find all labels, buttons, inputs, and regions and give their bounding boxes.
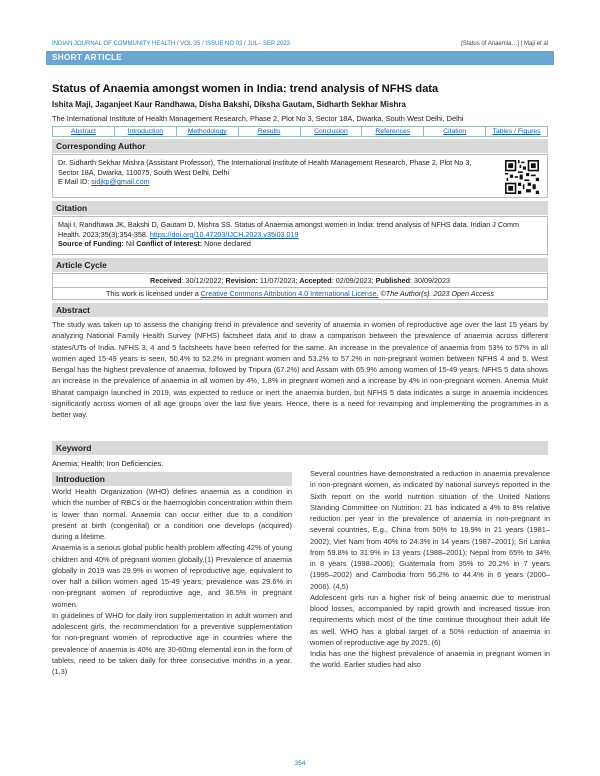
article-type-banner: SHORT ARTICLE: [46, 51, 554, 65]
corresponding-author-address: Dr. Sidharth Sekhar Mishra (Assistant Professor), The International Institute of Health Management Research, Phase 2, Plot No 3, Sector 18A, Dwarka, 110075, South West Delhi, Delhi: [58, 158, 472, 177]
running-head: [52, 41, 548, 50]
abstract-heading: Abstract: [52, 303, 548, 317]
license-prefix: This work is licensed under a: [106, 288, 201, 298]
qr-code-icon: [505, 160, 539, 194]
abstract-text: The study was taken up to assess the changing trend in prevalence and severity of anaemia in women of reproductive age over the last 15 years by analyzing National Family Health Survey (NFHS) factsheet data and to draw a comparison between the prevalence of anaemia across different states/UTs of India. NFHS 3, 4 and 5 factsheets have been referred for the same. An increase in the prevalence of anaemia from 53% to 57% in all women aged 15-49 years is seen, 50.4% to 52.2% in pregnant women and 53.2% to 57.2% in non-pregnant women between NFHS 4 and 5. West Bengal has the highest prevalence of anaemia, followed by Tripura (67.2%) and Assam with 65.9% among women of 15-49 years. NFHS 5 data shows an increase in the prevalence of anaemia in all women by 4%, 1.8% in pregnant women and a increase by 4% in non-pregnant women. Anemia Mukt Bharat campaign launched in 2019, was expected to reduce or inert the anaemia burden, but NFHS 5 data indicates a surge in anaemia incidences significantly across women of all age groups over the last five years. Hence, there is a need for revamping and implementing the programmes in a better way.: [52, 320, 548, 419]
page-number: 354: [294, 760, 306, 767]
received-label: Received: [150, 276, 182, 285]
funding-value: Nil: [123, 239, 137, 248]
article-cycle-heading: Article Cycle: [52, 258, 548, 272]
citation-text: Maji I, Randhawa JK, Bakshi D, Gautam D, Mishra SS. Status of Anaemia amongst women in India: trend analysis of NFHS data. Indian J Comm Health. 2023;35(3):354-358.: [58, 220, 520, 239]
nav-link-introduction[interactable]: Introduction: [115, 127, 177, 136]
received-date: : 30/12/2022;: [181, 276, 226, 285]
doi-link[interactable]: https://doi.org/10.47203/IJCH.2023.v35i03.019: [149, 229, 299, 239]
intro-paragraph: Anaemia is a serious global public health problem affecting 42% of young children and 40% of pregnant women globally.(1) Prevalence of anaemia globally in 2019 was 29.9% in women of reproductive age, equivalent to over half a billion women aged 15-49 years; prevalence was 29.6% in non-pregnant women of reproductive age, and 36.5% in pregnant women.: [52, 543, 292, 609]
affiliation: The International Institute of Health Management Research, Phase 2, Plot No 3, Sector 18A, Dwarka, South West Delhi, Delhi: [52, 114, 464, 123]
nav-link-conclusion[interactable]: Conclusion: [301, 127, 363, 136]
revision-date: 11/07/2023;: [257, 276, 300, 285]
conflict-value: None declared: [202, 239, 251, 248]
nav-link-methodology[interactable]: Methodology: [177, 127, 239, 136]
keyword-heading: Keyword: [52, 441, 548, 455]
intro-paragraph: World Health Organization (WHO) defines anaemia as a condition in which the number of RBCs or the haemoglobin concentration within them is lower than normal. Anaemia can occur either due to a condition present at birth (congenital) or a condition one develops (acquired) during a lifetime.: [52, 487, 292, 541]
published-label: Published: [375, 276, 411, 285]
article-cycle-box: [52, 273, 548, 300]
section-nav: [52, 126, 548, 137]
introduction-left-column: [52, 486, 292, 677]
nav-link-results[interactable]: Results: [239, 127, 301, 136]
license-statement: [53, 287, 547, 300]
article-dates: [53, 275, 547, 287]
intro-paragraph: Several countries have demonstrated a reduction in anaemia prevalence in non-pregnant women, as indicated by national surveys reported in the Sixth report on the world nutrition situation of the United Nations Standing Committee on Nutrition: 21 has indicated a 4% to 8% relative reduction per year in the prevalence of anaemia in non-pregnant in several countries, E.g., China from 50% to 19.9% in 21 years (1981–2002); Viet Nam from 40% to 24.3% in 14 years (1987–2001); Sri Lanka from 59.8% to 31.9% in 13 years (1988–2001); Nepal from 65% to 34% in 8 years (1998–2006); Guatemala from 35% to 20.2% in 7 years (1995–2002) and Cambodia from 56.2% to 44.4% in 6 years (2000–2006). (4,5): [310, 469, 550, 591]
license-link[interactable]: Creative Commons Attribution 4.0 International License.: [200, 288, 379, 298]
author-list: Ishita Maji, Jaganjeet Kaur Randhawa, Disha Bakshi, Diksha Gautam, Sidharth Sekhar Mishra: [52, 100, 406, 109]
intro-paragraph: India has one the highest prevalence of anaemia in pregnant women in the world. Earlier studies had also: [310, 649, 550, 670]
accepted-date: : 02/09/2023;: [331, 276, 376, 285]
published-date: : 30/09/2023: [410, 276, 450, 285]
nav-link-abstract[interactable]: Abstract: [53, 127, 115, 136]
nav-link-references[interactable]: References: [362, 127, 424, 136]
corresponding-author-box: [52, 154, 548, 198]
keyword-text: Anemia; Health; Iron Deficiencies.: [52, 459, 164, 468]
email-label: E Mail ID:: [58, 177, 92, 186]
license-suffix: ©The Author(s). 2023 Open Access: [378, 288, 494, 298]
journal-issue-label: INDIAN JOURNAL OF COMMUNITY HEALTH / VOL 35 / ISSUE NO 03 / JUL– SEP 2023: [52, 41, 290, 47]
citation-heading: Citation: [52, 201, 548, 215]
funding-label: Source of Funding:: [58, 239, 124, 248]
intro-paragraph: Adolescent girls run a higher risk of being anaemic due to menstrual blood losses, accompanied by rapid growth and increased tissue iron requirements which most of the time continue throughout their adult life as well. WHO has a global target of a 50% reduction of anaemia in women of reproductive age by 2025. (6): [310, 592, 550, 647]
corresponding-author-heading: Corresponding Author: [52, 139, 548, 153]
revision-label: Revision:: [225, 276, 258, 285]
accepted-label: Accepted: [299, 276, 332, 285]
nav-link-tables-figures[interactable]: Tables / Figures: [492, 128, 541, 135]
citation-box: [52, 216, 548, 255]
nav-link-citation[interactable]: Citation: [424, 127, 486, 136]
short-title-label: [Status of Anaemia…] | Maji et al: [461, 41, 548, 47]
conflict-label: Conflict of Interest:: [136, 239, 203, 248]
article-title: Status of Anaemia amongst women in India: trend analysis of NFHS data: [52, 83, 439, 95]
introduction-heading: Introduction: [52, 472, 292, 486]
corresponding-author-details: [58, 158, 488, 187]
introduction-right-column: [310, 468, 550, 671]
intro-paragraph: In guidelines of WHO for daily iron supplementation in adult women and adolescent girls, the recommendation for a preventive supplementation for non-pregnant women of reproductive age in countries where the prevalence of anaemia is 40% are 30-60mg elemental iron in the form of tablets, need to be taken daily for three consecutive months in a year. (1,3): [52, 610, 292, 676]
email-link[interactable]: sidjkp@gmail.com: [91, 177, 150, 186]
